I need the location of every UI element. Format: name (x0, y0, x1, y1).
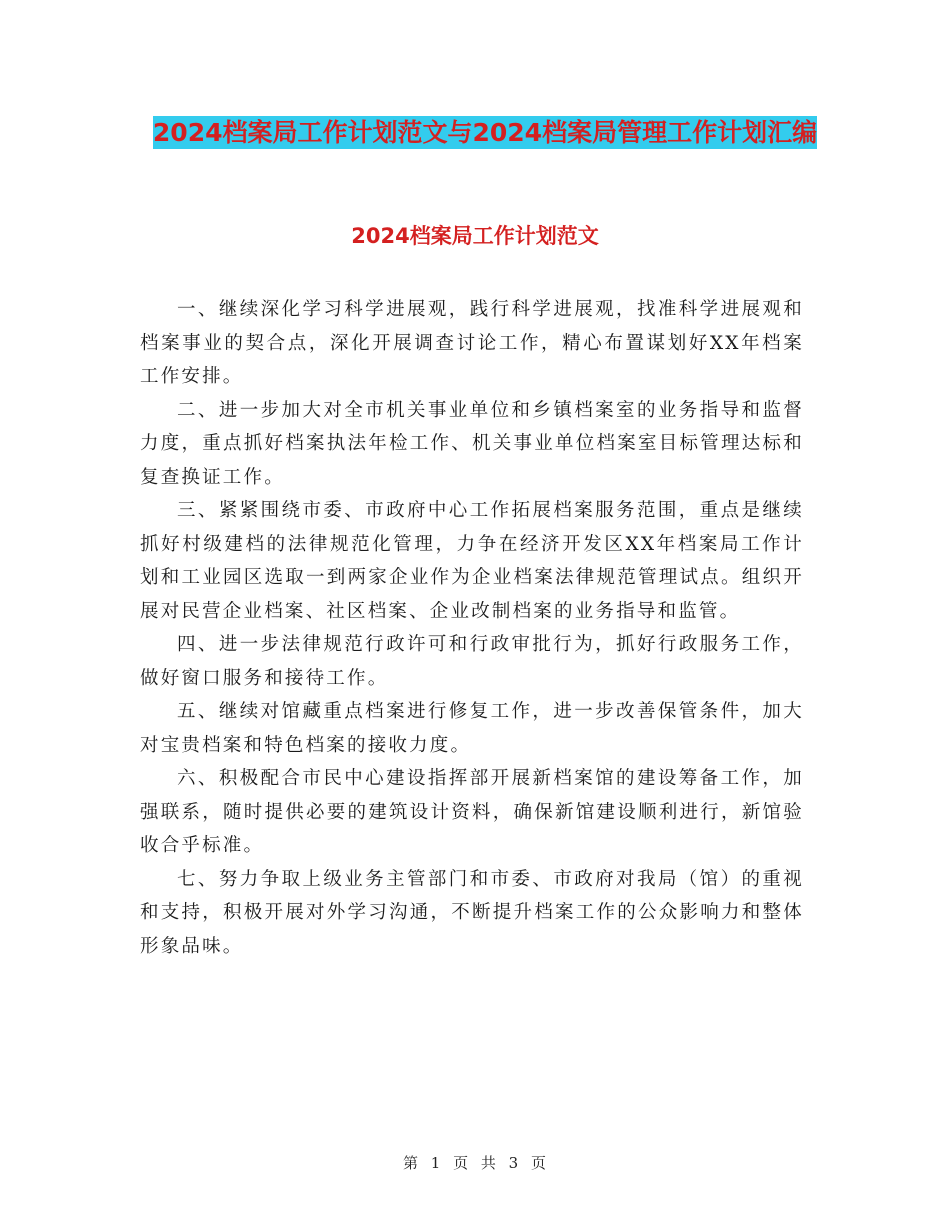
page-number-footer: 第 1 页 共 3 页 (403, 1154, 547, 1172)
paragraph-1: 一、继续深化学习科学进展观，践行科学进展观，找准科学进展观和档案事业的契合点，深化开展调查讨论工作，精心布置谋划好XX年档案工作安排。 (140, 299, 804, 387)
document-title-text: 2024档案局工作计划范文与2024档案局管理工作计划汇编 (152, 118, 818, 147)
paragraph-6: 六、积极配合市民中心建设指挥部开展新档案馆的建设筹备工作，加强联系，随时提供必要的建筑设计资料，确保新馆建设顺利进行，新馆验收合乎标准。 (140, 768, 804, 856)
document-body (140, 293, 804, 963)
paragraph-7: 七、努力争取上级业务主管部门和市委、市政府对我局（馆）的重视和支持，积极开展对外学习沟通，不断提升档案工作的公众影响力和整体形象品味。 (140, 868, 804, 957)
document-title (140, 110, 830, 156)
paragraph-5: 五、继续对馆藏重点档案进行修复工作，进一步改善保管条件，加大对宝贵档案和特色档案的接收力度。 (140, 701, 804, 756)
paragraph-4: 四、进一步法律规范行政许可和行政审批行为，抓好行政服务工作，做好窗口服务和接待工作。 (140, 634, 804, 689)
paragraph-3: 三、紧紧围绕市委、市政府中心工作拓展档案服务范围，重点是继续抓好村级建档的法律规范化管理，力争在经济开发区XX年档案局工作计划和工业园区选取一到两家企业作为企业档案法律规范管理试点。组织开展对民营企业档案、社区档案、企业改制档案的业务指导和监管。 (140, 500, 804, 622)
paragraph-2: 二、进一步加大对全市机关事业单位和乡镇档案室的业务指导和监督力度，重点抓好档案执法年检工作、机关事业单位档案室目标管理达标和复查换证工作。 (140, 399, 804, 488)
section-heading: 2024档案局工作计划范文 (351, 224, 599, 248)
